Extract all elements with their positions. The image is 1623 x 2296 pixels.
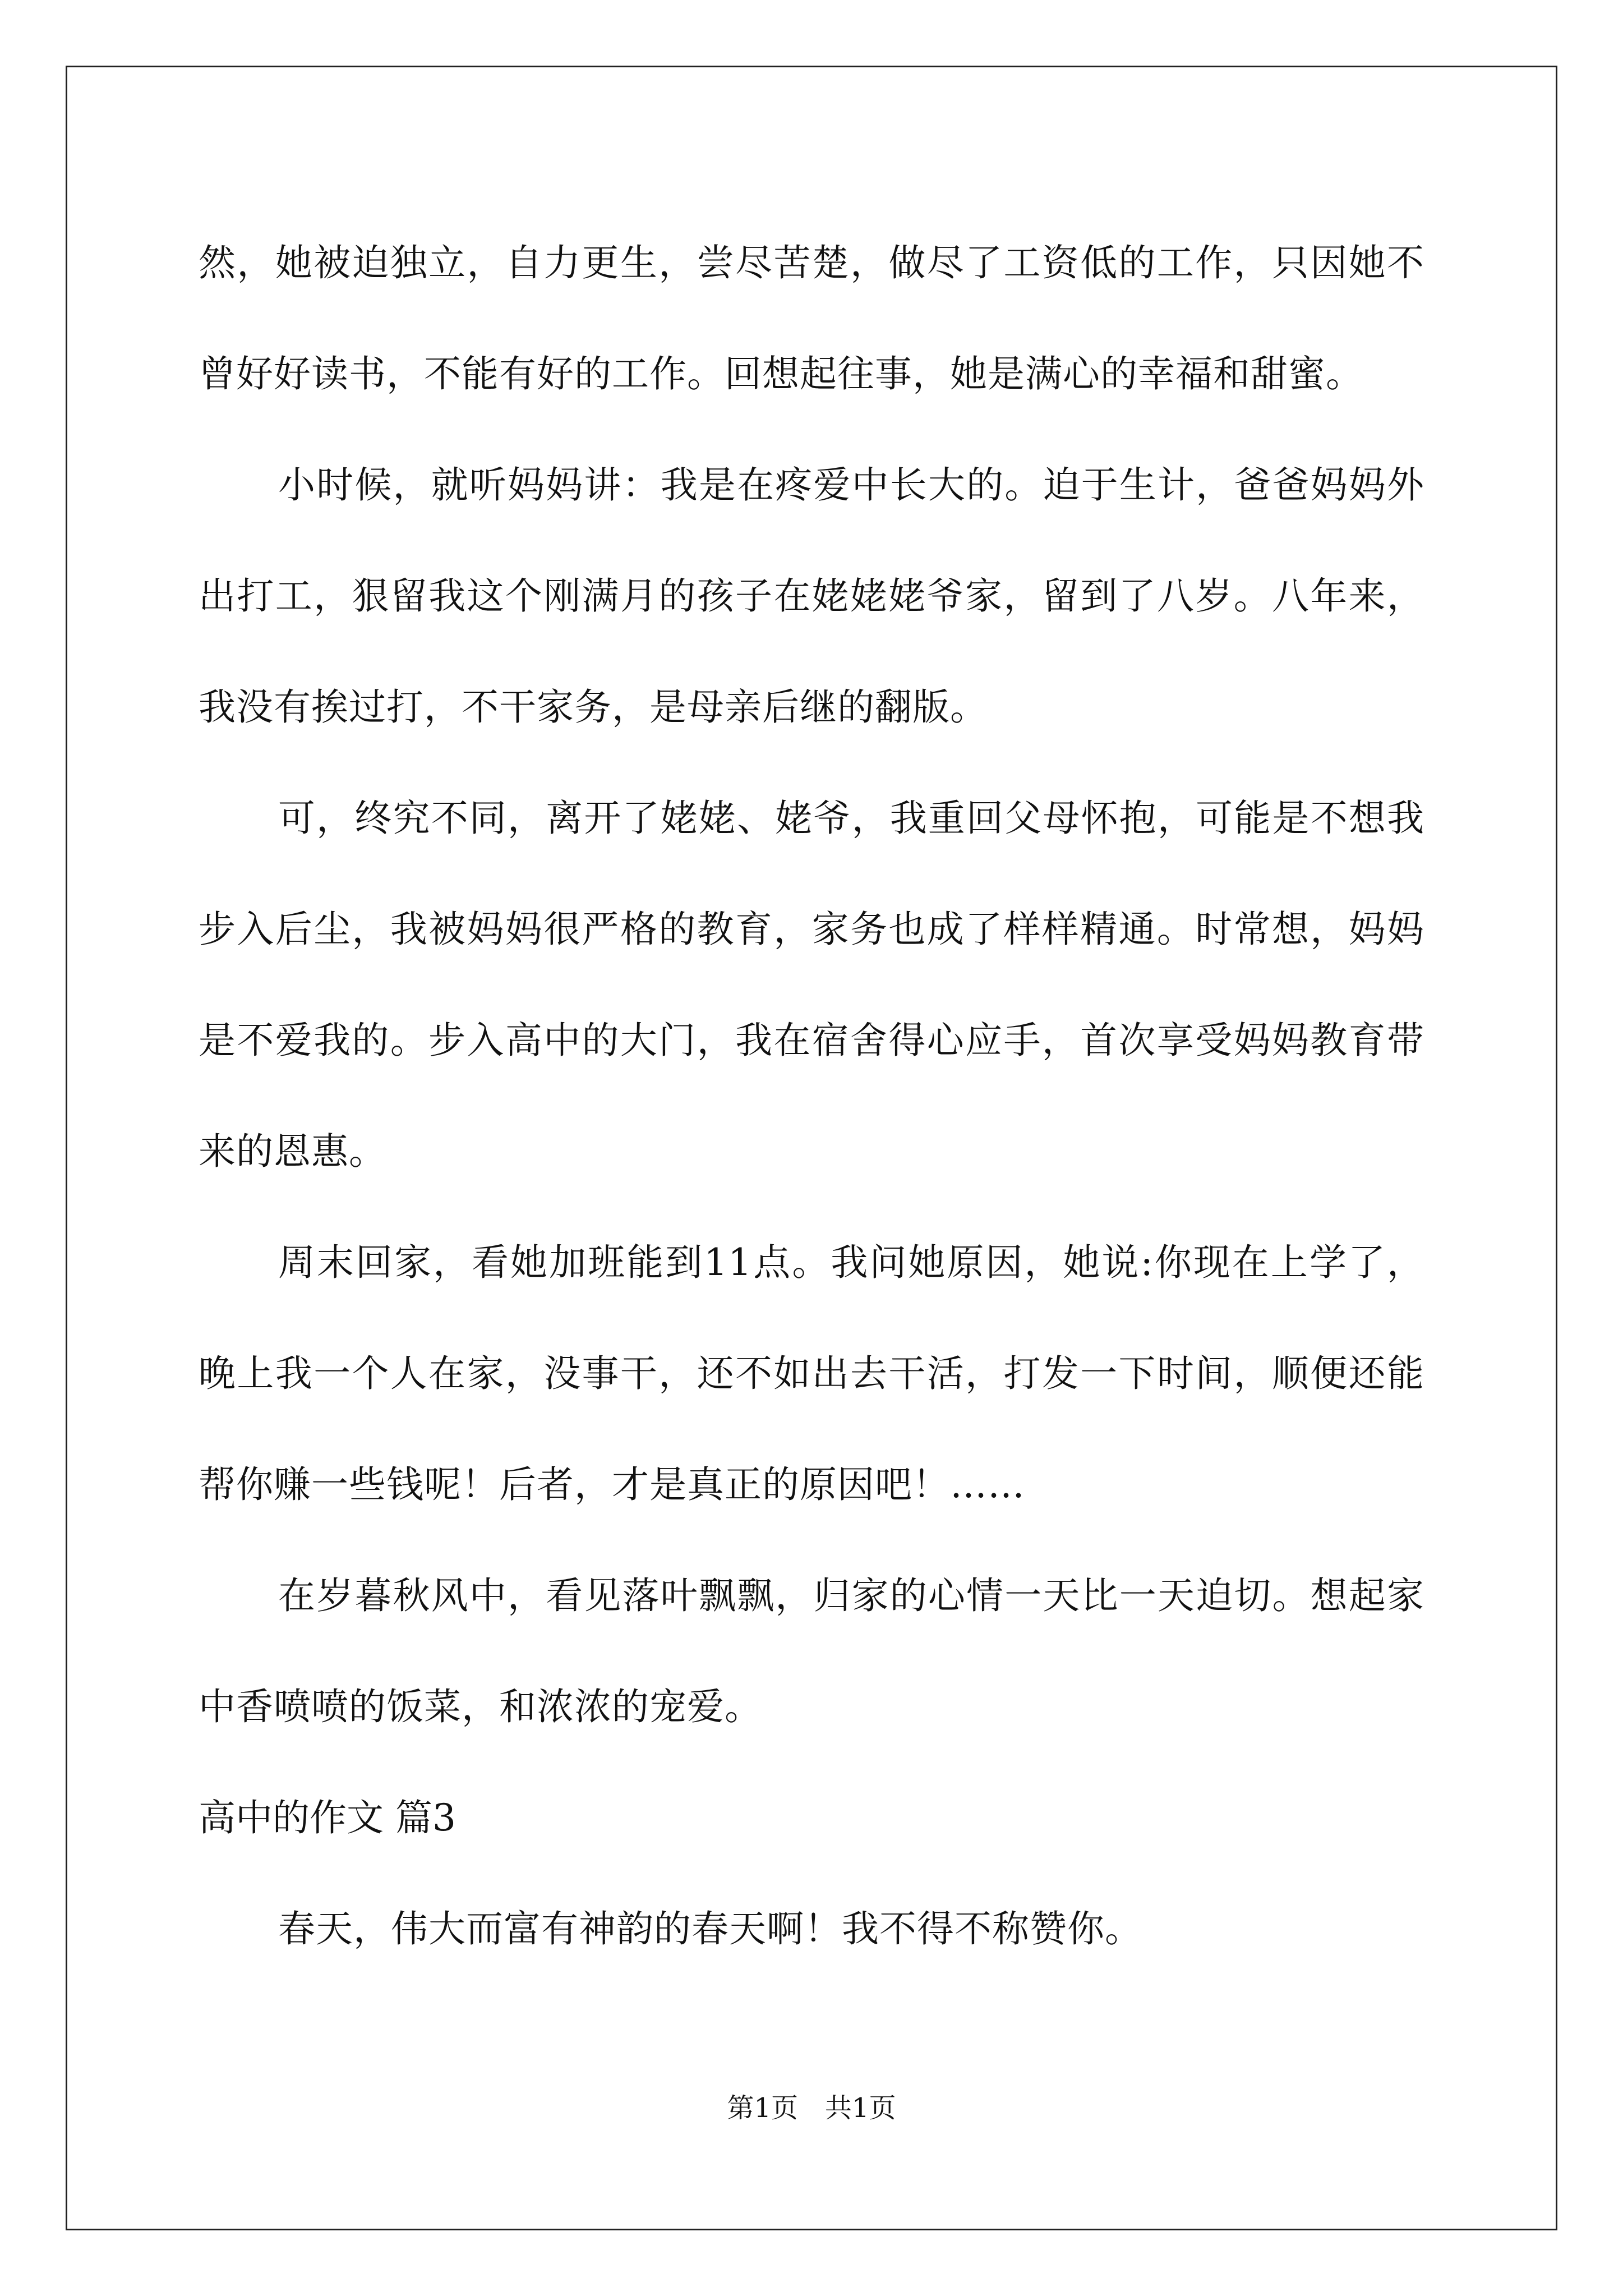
section-heading: 高中的作文 篇3 — [199, 1796, 456, 1839]
paragraph: 周末回家，看她加班能到11点。我问她原因，她说:你现在上学了，晚上我一个人在家，没事干，还不如出去干活，打发一下时间，顺便还能帮你赚一些钱呢！后者，才是真正的原因吧！…… — [199, 1241, 1424, 1506]
paragraph-continued: 然，她被迫独立，自力更生，尝尽苦楚，做尽了工资低的工作，只因她不曾好好读书，不能有好的工作。回想起往事，她是满心的幸福和甜蜜。 — [199, 241, 1424, 395]
paragraph: 春天，伟大而富有神韵的春天啊！我不得不称赞你。 — [278, 1907, 1142, 1950]
paragraph: 可，终究不同，离开了姥姥、姥爷，我重回父母怀抱，可能是不想我步入后尘，我被妈妈很严格的教育，家务也成了样样精通。时常想，妈妈是不爱我的。步入高中的大门，我在宿舍得心应手，首次享受妈妈教育带来的恩惠。 — [199, 797, 1424, 1173]
page-footer — [0, 2091, 1623, 2125]
document-body — [199, 208, 1424, 1985]
paragraph: 小时候，就听妈妈讲：我是在疼爱中长大的。迫于生计，爸爸妈妈外出打工，狠留我这个刚满月的孩子在姥姥姥爷家，留到了八岁。八年来，我没有挨过打，不干家务，是母亲后继的翻版。 — [199, 463, 1424, 729]
page-number: 第1页 — [727, 2092, 798, 2124]
paragraph: 在岁暮秋风中，看见落叶飘飘，归家的心情一天比一天迫切。想起家中香喷喷的饭菜，和浓浓的宠爱。 — [199, 1574, 1424, 1728]
page-total: 共1页 — [825, 2092, 896, 2124]
